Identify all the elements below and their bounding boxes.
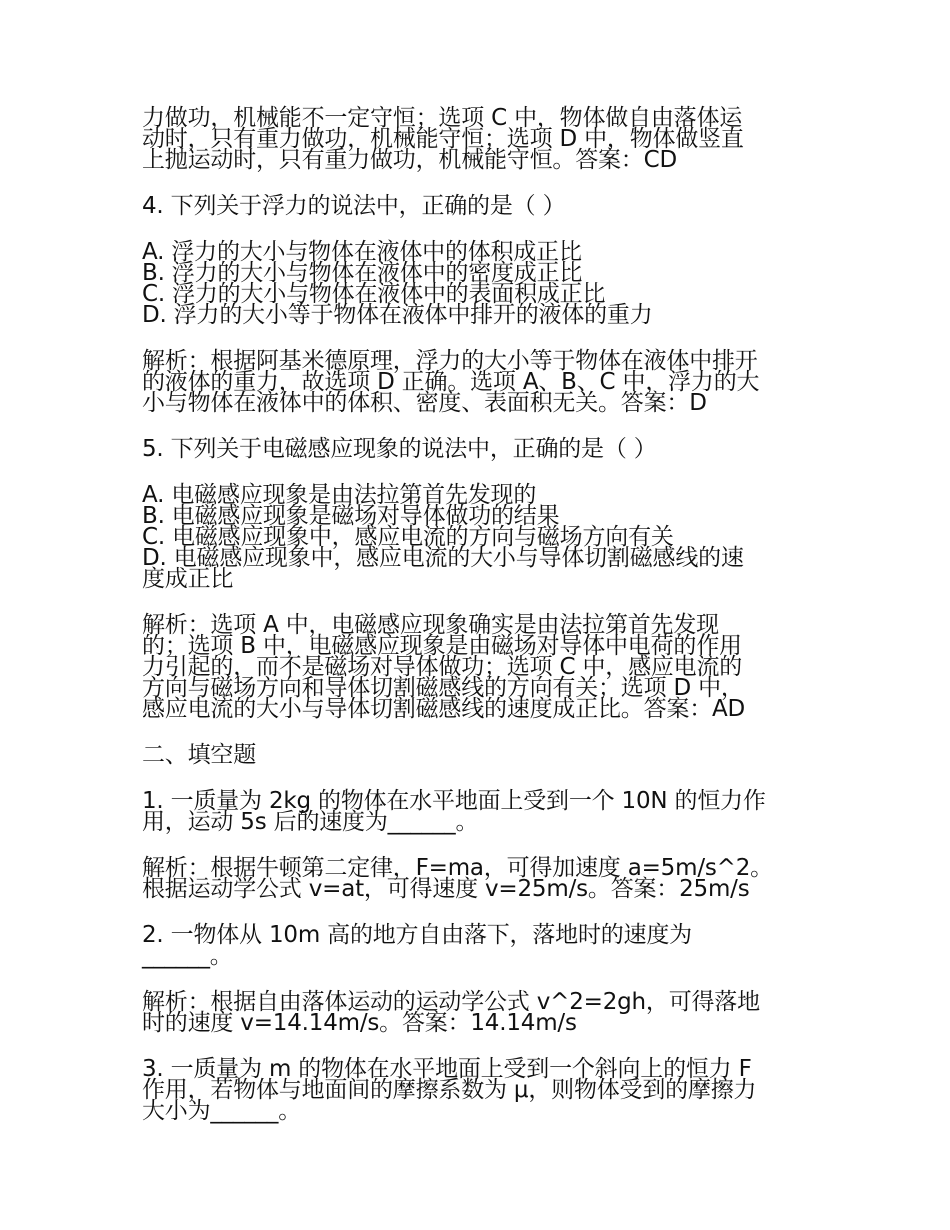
text-line: 3. 一质量为 m 的物体在水平地面上受到一个斜向上的恒力 F [142, 1056, 752, 1082]
text-line: 解析：根据牛顿第二定律，F=ma，可得加速度 a=5m/s^2。 [142, 855, 773, 881]
text-line: 1. 一质量为 2kg 的物体在水平地面上受到一个 10N 的恒力作 [142, 788, 766, 814]
question-4 [142, 193, 814, 219]
text-line: 作用，若物体与地面间的摩擦系数为 μ，则物体受到的摩擦力 [142, 1077, 757, 1103]
option-d: D. 浮力的大小等于物体在液体中排开的液体的重力 [142, 302, 653, 328]
question-5 [142, 436, 814, 462]
text-line: 方向与磁场方向和导体切割磁感线的方向有关；选项 D 中， [142, 675, 744, 701]
text-line: 大小为______。 [142, 1098, 302, 1124]
text-line: 解析：根据自由落体运动的运动学公式 v^2=2gh，可得落地 [142, 989, 760, 1015]
option-b: B. 电磁感应现象是磁场对导体做功的结果 [142, 503, 560, 529]
option-d-continued: 度成正比 [142, 566, 234, 592]
text-line: 感应电流的大小与导体切割磁感线的速度成正比。答案：AD [142, 696, 746, 722]
text-line: 动时，只有重力做功，机械能守恒；选项 D 中，物体做竖直 [142, 126, 744, 152]
question-5-options [142, 482, 814, 592]
text-line: 力引起的，而不是磁场对导体做功；选项 C 中，感应电流的 [142, 654, 743, 680]
section-title: 二、填空题 [142, 742, 257, 768]
text-line: 根据运动学公式 v=at，可得速度 v=25m/s。答案：25m/s [142, 876, 750, 902]
text-line: ______。 [142, 943, 233, 969]
fill-question-1 [142, 788, 814, 835]
option-c: C. 浮力的大小与物体在液体中的表面积成正比 [142, 281, 606, 307]
text-line: 时的速度 v=14.14m/s。答案：14.14m/s [142, 1010, 577, 1036]
text-line: 5. 下列关于电磁感应现象的说法中，正确的是（ ） [142, 436, 657, 462]
text-line: 解析：根据阿基米德原理，浮力的大小等于物体在液体中排开 [142, 348, 758, 374]
text-line: 上抛运动时，只有重力做功，机械能守恒。答案：CD [142, 147, 677, 173]
text-line: 用，运动 5s 后的速度为______。 [142, 809, 479, 835]
text-line: 4. 下列关于浮力的说法中，正确的是（ ） [142, 193, 566, 219]
text-line: 的液体的重力，故选项 D 正确。选项 A、B、C 中，浮力的大 [142, 369, 760, 395]
text-line: 小与物体在液体中的体积、密度、表面积无关。答案：D [142, 390, 707, 416]
fill-question-1-explanation [142, 855, 814, 902]
text-line: 解析：选项 A 中，电磁感应现象确实是由法拉第首先发现 [142, 612, 719, 638]
option-b: B. 浮力的大小与物体在液体中的密度成正比 [142, 260, 583, 286]
fill-question-2-explanation [142, 989, 814, 1036]
text-line: 的；选项 B 中，电磁感应现象是由磁场对导体中电荷的作用 [142, 633, 742, 659]
section-heading-fill-in [142, 742, 814, 768]
option-a: A. 电磁感应现象是由法拉第首先发现的 [142, 482, 537, 508]
option-c: C. 电磁感应现象中，感应电流的方向与磁场方向有关 [142, 524, 674, 550]
question-5-explanation [142, 612, 814, 722]
question-4-options [142, 239, 814, 328]
question-4-explanation [142, 348, 814, 416]
fill-question-3 [142, 1056, 814, 1124]
document-page [142, 105, 814, 1147]
fill-question-2 [142, 922, 814, 969]
text-line: 2. 一物体从 10m 高的地方自由落下，落地时的速度为 [142, 922, 692, 948]
option-d: D. 电磁感应现象中，感应电流的大小与导体切割磁感线的速 [142, 545, 744, 571]
paragraph-q3-explanation-continued [142, 105, 814, 173]
option-a: A. 浮力的大小与物体在液体中的体积成正比 [142, 239, 582, 265]
text-line: 力做功，机械能不一定守恒；选项 C 中，物体做自由落体运 [142, 105, 743, 131]
